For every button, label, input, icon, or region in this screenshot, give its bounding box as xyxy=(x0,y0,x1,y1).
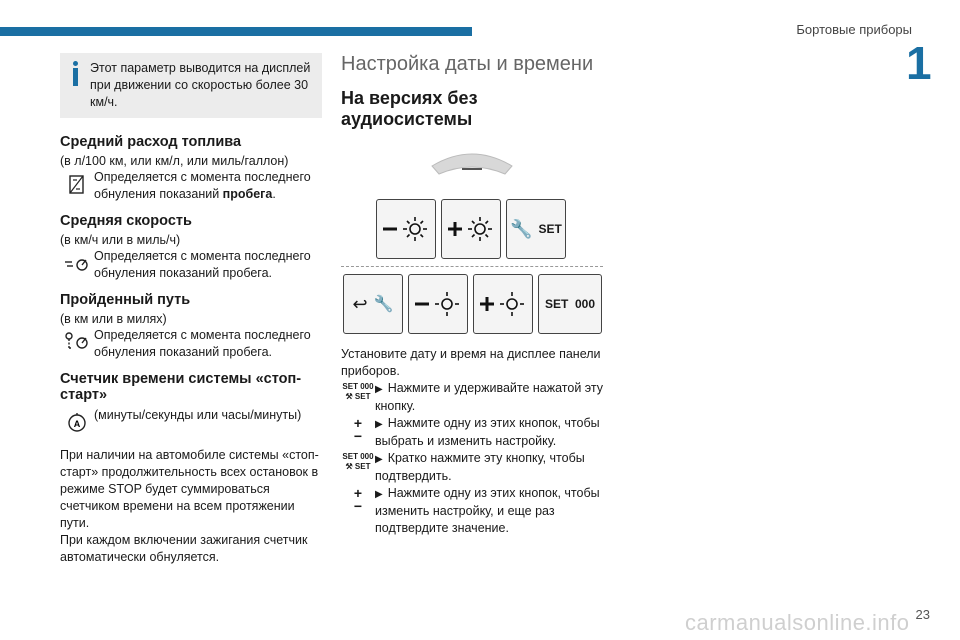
brightness-minus-button-2[interactable] xyxy=(408,274,468,334)
back-arrow-icon: ↩ xyxy=(352,293,368,314)
step-1: SET 000 ⚒ SET ▶ Нажмите и удерживайте нажатой эту кнопку. xyxy=(342,381,604,413)
average-speed-icon xyxy=(60,248,94,278)
svg-text:A: A xyxy=(73,419,81,429)
distance-unit: (в км или в милях) xyxy=(60,312,167,326)
header-accent-bar xyxy=(0,27,472,36)
stopstart-definition xyxy=(60,407,322,437)
fuel-consumption-icon xyxy=(60,169,94,199)
distance-travelled-icon xyxy=(60,327,94,357)
watermark: carmanualsonline.info xyxy=(685,610,910,635)
fuel-desc: Определяется с момента последнего обнуления показаний xyxy=(94,170,311,201)
distance-desc: Определяется с момента последнего обнуления показаний пробега. xyxy=(94,328,311,359)
stopstart-paragraph-2: При каждом включении зажигания счетчик автоматически обнуляется. xyxy=(60,533,308,564)
stop-start-timer-icon xyxy=(60,407,94,437)
info-text: Этот параметр выводится на дисплей при движении со скоростью более 30 км/ч. xyxy=(90,61,311,109)
page-title: Настройка даты и времени xyxy=(341,53,594,75)
chapter-number: 1 xyxy=(906,37,932,89)
stopstart-desc: (минуты/секунды или часы/минуты) xyxy=(94,408,302,422)
intro-text: Установите дату и время на дисплее панели приборов. xyxy=(341,347,601,378)
set-label: SET xyxy=(538,222,562,236)
set-000-key-icon: SET 000 ⚒ SET xyxy=(342,382,374,401)
brightness-minus-button[interactable] xyxy=(376,199,436,259)
fuel-definition: Определяется с момента последнего обнуления показаний пробега. xyxy=(60,169,322,203)
fuel-unit: (в л/100 км, или км/л, или миль/галлон) xyxy=(60,154,289,168)
wrench-icon: 🔧 xyxy=(373,296,394,313)
brightness-plus-button[interactable] xyxy=(441,199,501,259)
bullet-arrow-icon: ▶ xyxy=(375,489,383,500)
divider-dashed xyxy=(341,266,603,267)
step-2: + − ▶ Нажмите одну из этих кнопок, чтобы выбрать и изменить настройку. xyxy=(341,415,603,450)
stopstart-paragraph-1: При наличии на автомобиле системы «стоп-старт» продолжительность всех остановок в режиме STOP будет суммироваться счетчиком времени на всем протяжении пути. xyxy=(60,448,319,530)
plus-minus-keys-icon: + − xyxy=(353,415,363,444)
instrument-cluster-icon xyxy=(427,144,517,180)
wrench-icon: ⚒ xyxy=(345,462,353,471)
plus-minus-keys-icon: + − xyxy=(353,485,363,514)
bullet-arrow-icon: ▶ xyxy=(375,419,383,430)
speed-definition xyxy=(60,248,322,282)
bullet-arrow-icon: ▶ xyxy=(375,384,383,395)
set-000-label: SET 000 xyxy=(544,297,596,311)
fuel-desc-bold: пробега xyxy=(222,187,273,201)
fuel-title: Средний расход топлива xyxy=(60,134,242,150)
left-column xyxy=(60,53,322,566)
speed-title: Средняя скорость xyxy=(60,213,192,229)
stopstart-title: Счетчик времени системы «стоп-старт» xyxy=(60,371,302,403)
info-icon xyxy=(70,61,82,89)
step-3: SET 000 ⚒ SET ▶ Кратко нажмите эту кнопку, чтобы подтвердить. xyxy=(342,451,585,483)
back-wrench-button[interactable] xyxy=(343,274,403,334)
wrench-icon: ⚒ xyxy=(345,392,353,401)
wrench-set-button[interactable] xyxy=(506,199,566,259)
wrench-icon: 🔧 xyxy=(510,218,533,239)
brightness-plus-button-2[interactable] xyxy=(473,274,533,334)
distance-title: Пройденный путь xyxy=(60,292,191,308)
step-4: + − ▶ Нажмите одну из этих кнопок, чтобы изменить настройку, и еще раз подтвердите значение. xyxy=(341,485,603,537)
page-number: 23 xyxy=(915,607,930,622)
info-note xyxy=(60,53,322,118)
page-subtitle: На версиях без аудиосистемы xyxy=(341,88,478,129)
speed-unit: (в км/ч или в миль/ч) xyxy=(60,233,181,247)
set-000-key-icon: SET 000 ⚒ SET xyxy=(342,452,374,471)
distance-definition xyxy=(60,327,322,361)
control-panel-illustration xyxy=(341,144,603,340)
bullet-arrow-icon: ▶ xyxy=(375,454,383,465)
right-column xyxy=(341,53,603,537)
section-title: Бортовые приборы xyxy=(796,22,912,37)
speed-desc: Определяется с момента последнего обнуления показаний пробега. xyxy=(94,249,311,280)
set-000-button[interactable] xyxy=(538,274,602,334)
